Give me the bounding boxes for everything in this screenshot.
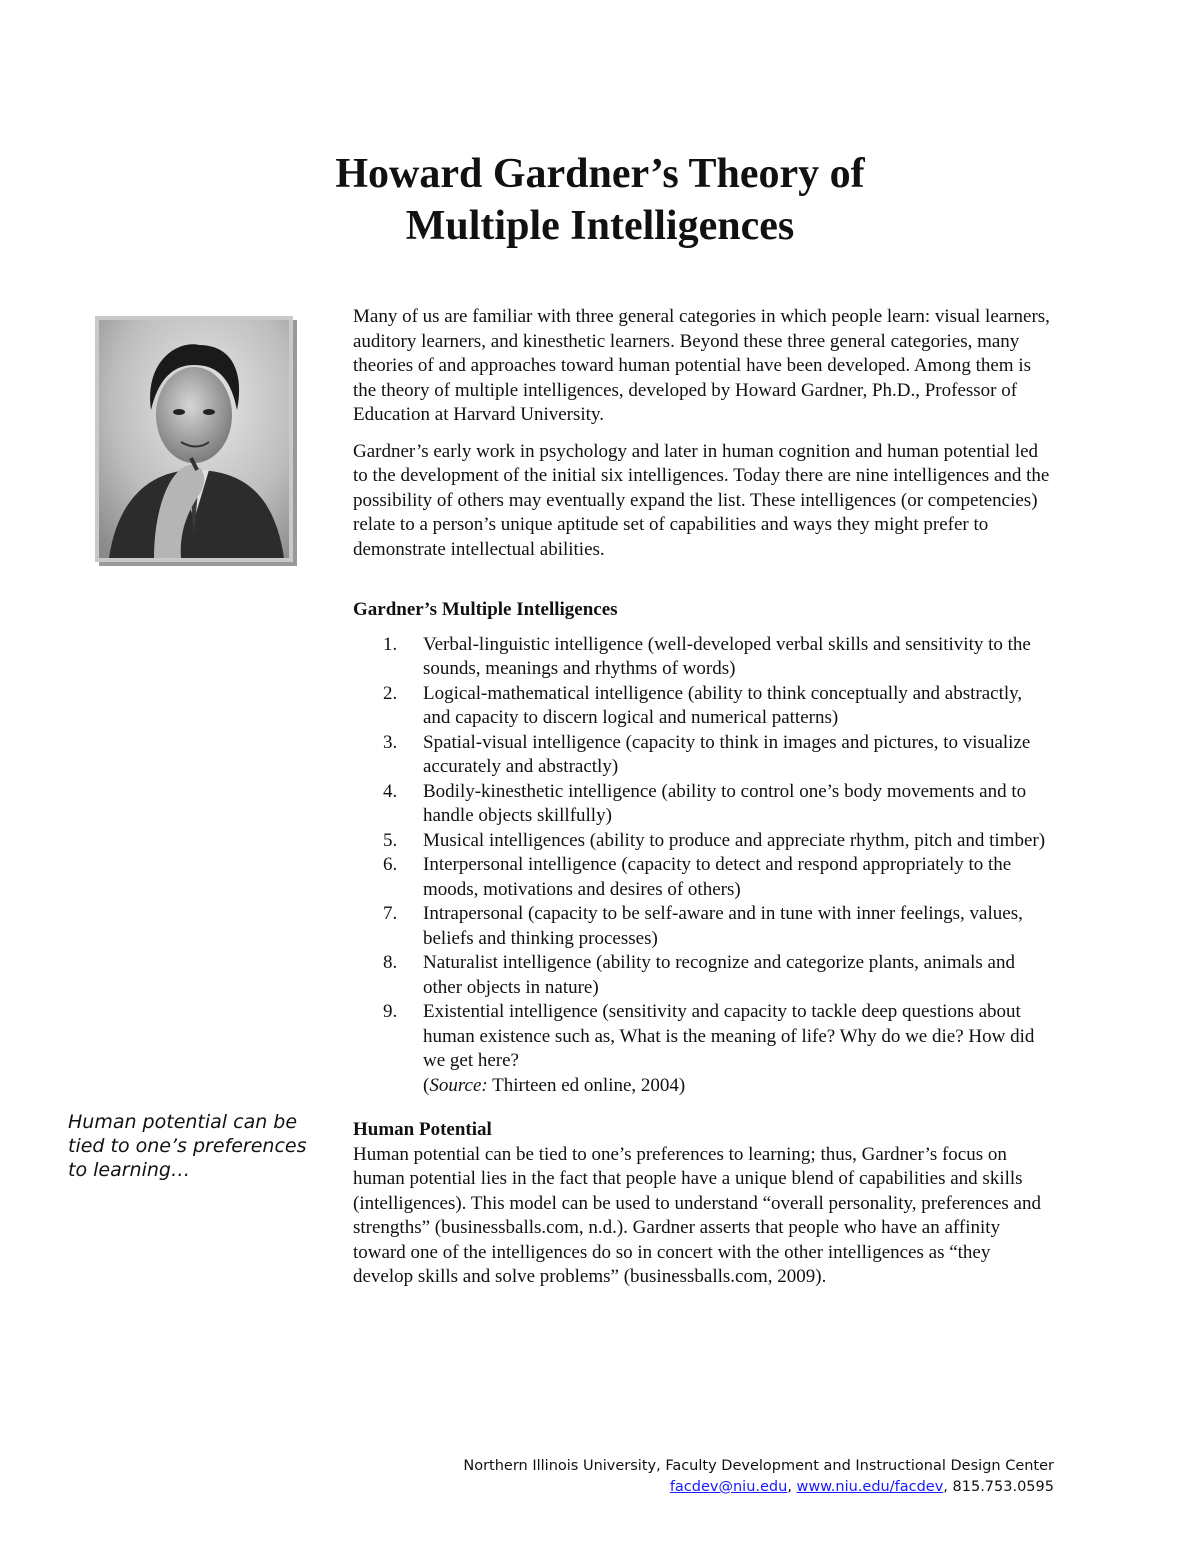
list-item-text: Interpersonal intelligence (capacity to detect and respond appropriately to the moods, motivations and desires of others)	[423, 854, 1012, 900]
main-content	[353, 305, 1053, 1290]
list-item-text: Spatial-visual intelligence (capacity to think in images and pictures, to visualize accurately and abstractly)	[423, 731, 1031, 777]
list-item-number: 3.	[383, 731, 398, 753]
list-item	[353, 1000, 1053, 1074]
portrait-photo	[99, 320, 289, 558]
list-item-number: 1.	[383, 633, 398, 655]
list-item-number: 8.	[383, 952, 398, 973]
footer-email-link[interactable]: facdev@niu.edu	[669, 1479, 788, 1495]
list-item-text: Logical-mathematical intelligence (ability to think conceptually and abstractly, and capacity to discern logical and numerical patterns)	[423, 682, 1023, 728]
list-item-number: 2.	[383, 682, 398, 704]
human-potential-heading: Human Potential	[353, 1119, 492, 1140]
human-potential-body: Human potential can be tied to one’s preferences to learning; thus, Gardner’s focus on human potential lies in the fact that people have a unique blend of capabilities and skills (intelligences). This model can be used to understand “overall personality, preferences and strengths” (businessballs.com, n.d.). Gardner asserts that people who have an affinity toward one of the intelligences do so in concert with the other intelligences as “they develop skills and solve problems” (businessballs.com, 2009).	[353, 1143, 1041, 1287]
list-item	[353, 951, 1053, 1000]
portrait-photo-frame	[95, 316, 293, 562]
list-item	[353, 853, 1053, 902]
list-item-number: 6.	[383, 854, 398, 875]
list-item-text: Verbal-linguistic intelligence (well-developed verbal skills and sensitivity to the sounds, meanings and rhythms of words)	[423, 633, 1031, 679]
footer-phone: 815.753.0595	[952, 1479, 1054, 1495]
source-open-paren: (	[423, 1074, 430, 1096]
list-item	[353, 633, 1053, 682]
list-item	[353, 902, 1053, 951]
list-item-number: 5.	[383, 829, 398, 851]
source-text: Thirteen ed online, 2004)	[487, 1074, 686, 1096]
footer-org: Northern Illinois University, Faculty Development and Instructional Design Center	[463, 1458, 1054, 1474]
list-item-number: 7.	[383, 903, 398, 924]
intelligences-list	[353, 633, 1053, 1074]
sidebar-pull-quote: Human potential can be tied to one’s preferences to learning…	[68, 1111, 307, 1181]
list-item-number: 9.	[383, 1001, 398, 1022]
footer-sep-2: ,	[943, 1479, 953, 1495]
title-line-1: Howard Gardner’s Theory of	[335, 151, 865, 197]
list-item	[353, 780, 1053, 829]
list-item-text: Bodily-kinesthetic intelligence (ability to control one’s body movements and to handle objects skillfully)	[423, 780, 1027, 826]
list-item-text: Musical intelligences (ability to produce and appreciate rhythm, pitch and timber)	[423, 829, 1046, 851]
intelligences-heading: Gardner’s Multiple Intelligences	[353, 599, 618, 620]
list-item	[353, 682, 1053, 731]
footer-website-link[interactable]: www.niu.edu/facdev	[796, 1479, 944, 1495]
footer	[463, 1456, 1054, 1498]
intro-paragraph-1: Many of us are familiar with three general categories in which people learn: visual learners, auditory learners, and kinesthetic learners. Beyond these three general categories, many theories of and approaches toward human potential have been developed. Among them is the theory of multiple intelligences, developed by Howard Gardner, Ph.D., Professor of Education at Harvard University.	[353, 306, 1050, 425]
page-title	[0, 148, 1200, 252]
list-item	[353, 731, 1053, 780]
list-item-text: Naturalist intelligence (ability to recognize and categorize plants, animals and other objects in nature)	[423, 952, 1015, 998]
list-item-number: 4.	[383, 780, 398, 802]
intro-paragraph-2: Gardner’s early work in psychology and later in human cognition and human potential led to the development of the initial six intelligences. Today there are nine intelligences and the possibility of others may eventually expand the list. These intelligences (or competencies) relate to a person’s unique aptitude set of capabilities and ways they might prefer to demonstrate intellectual abilities.	[353, 440, 1050, 560]
source-label: Source:	[429, 1074, 488, 1096]
title-line-2: Multiple Intelligences	[405, 203, 795, 249]
footer-contact	[463, 1477, 1054, 1498]
source-citation	[353, 1074, 1053, 1099]
list-item-text: Existential intelligence (sensitivity and capacity to tackle deep questions about human existence such as, What is the meaning of life? Why do we die? How did we get here?	[423, 1001, 1035, 1071]
footer-sep-1: ,	[787, 1479, 797, 1495]
list-item	[353, 829, 1053, 854]
list-item-text: Intrapersonal (capacity to be self-aware and in tune with inner feelings, values, beliefs and thinking processes)	[423, 903, 1023, 949]
